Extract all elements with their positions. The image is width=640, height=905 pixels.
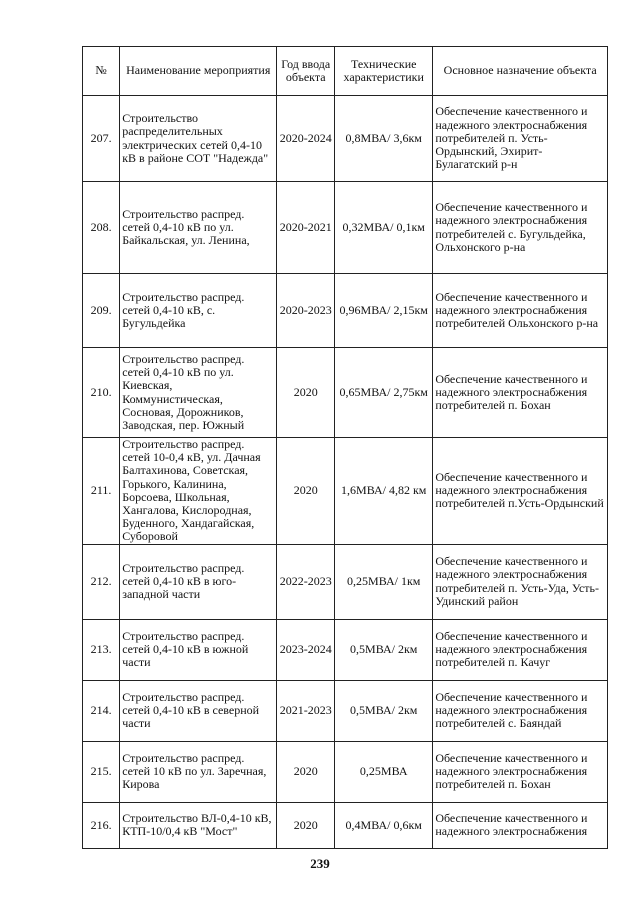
row-tech: 0,32МВА/ 0,1км [335,182,433,274]
row-purpose: Обеспечение качественного и надежного электроснабжения [433,802,608,848]
row-number: 211. [83,438,120,545]
measures-table [82,46,608,849]
header-year: Год ввода объекта [277,47,335,96]
table-row [83,680,608,741]
row-tech: 0,96МВА/ 2,15км [335,274,433,348]
row-name: Строительство распред. сетей 0,4-10 кВ в юго-западной части [120,544,277,619]
row-name: Строительство ВЛ-0,4-10 кВ, КТП-10/0,4 кВ "Мост" [120,802,277,848]
table-row [83,96,608,182]
table-row [83,274,608,348]
row-tech: 0,25МВА/ 1км [335,544,433,619]
row-year: 2020-2021 [277,182,335,274]
header-purpose: Основное назначение объекта [433,47,608,96]
row-name: Строительство распред. сетей 0,4-10 кВ в северной части [120,680,277,741]
row-number: 214. [83,680,120,741]
row-purpose: Обеспечение качественного и надежного электроснабжения потребителей п. Качуг [433,619,608,680]
table-row [83,619,608,680]
row-tech: 0,65МВА/ 2,75км [335,348,433,438]
row-number: 216. [83,802,120,848]
row-number: 210. [83,348,120,438]
row-name: Строительство распред. сетей 0,4-10 кВ по ул. Киевская, Коммунистическая, Сосновая, Дорожников, Заводская, пер. Южный [120,348,277,438]
table-row [83,544,608,619]
row-year: 2020 [277,438,335,545]
row-name: Строительство распределительных электрических сетей 0,4-10 кВ в районе СОТ "Надежда" [120,96,277,182]
table-row [83,182,608,274]
table-row [83,348,608,438]
row-purpose: Обеспечение качественного и надежного электроснабжения потребителей п. Усть-Ордынский, Эхирит-Булагатский р-н [433,96,608,182]
page-number: 239 [310,856,330,871]
row-name: Строительство распред. сетей 0,4-10 кВ, с. Бугульдейка [120,274,277,348]
row-tech: 0,4МВА/ 0,6км [335,802,433,848]
row-number: 209. [83,274,120,348]
header-name: Наименование мероприятия [120,47,277,96]
row-tech: 0,25МВА [335,741,433,802]
row-tech: 0,5МВА/ 2км [335,680,433,741]
table-row [83,438,608,545]
row-purpose: Обеспечение качественного и надежного электроснабжения потребителей п. Бохан [433,741,608,802]
row-name: Строительство распред. сетей 0,4-10 кВ по ул. Байкальская, ул. Ленина, [120,182,277,274]
row-number: 207. [83,96,120,182]
row-purpose: Обеспечение качественного и надежного электроснабжения потребителей Ольхонского р-на [433,274,608,348]
header-number: № [83,47,120,96]
row-tech: 0,8МВА/ 3,6км [335,96,433,182]
row-tech: 0,5МВА/ 2км [335,619,433,680]
row-purpose: Обеспечение качественного и надежного электроснабжения потребителей п. Бохан [433,348,608,438]
row-number: 208. [83,182,120,274]
row-number: 215. [83,741,120,802]
row-tech: 1,6МВА/ 4,82 км [335,438,433,545]
row-year: 2020-2024 [277,96,335,182]
row-number: 212. [83,544,120,619]
row-purpose: Обеспечение качественного и надежного электроснабжения потребителей п. Усть-Уда, Усть-Удинский район [433,544,608,619]
row-purpose: Обеспечение качественного и надежного электроснабжения потребителей с. Баяндай [433,680,608,741]
table-header-row [83,47,608,96]
table-row [83,741,608,802]
row-year: 2022-2023 [277,544,335,619]
row-number: 213. [83,619,120,680]
row-name: Строительство распред. сетей 10 кВ по ул. Заречная, Кирова [120,741,277,802]
row-year: 2020 [277,348,335,438]
row-year: 2020 [277,802,335,848]
row-purpose: Обеспечение качественного и надежного электроснабжения потребителей с. Бугульдейка, Ольхонского р-на [433,182,608,274]
row-purpose: Обеспечение качественного и надежного электроснабжения потребителей п.Усть-Ордынский [433,438,608,545]
header-tech: Технические характеристики [335,47,433,96]
row-year: 2023-2024 [277,619,335,680]
row-year: 2021-2023 [277,680,335,741]
row-name: Строительство распред. сетей 10-0,4 кВ, ул. Дачная Балтахинова, Советская, Горького, Калинина, Борсоева, Школьная, Хангалова, Кислородная, Буденного, Хандагайская, Суборовой [120,438,277,545]
row-name: Строительство распред. сетей 0,4-10 кВ в южной части [120,619,277,680]
row-year: 2020-2023 [277,274,335,348]
row-year: 2020 [277,741,335,802]
table-row [83,802,608,848]
